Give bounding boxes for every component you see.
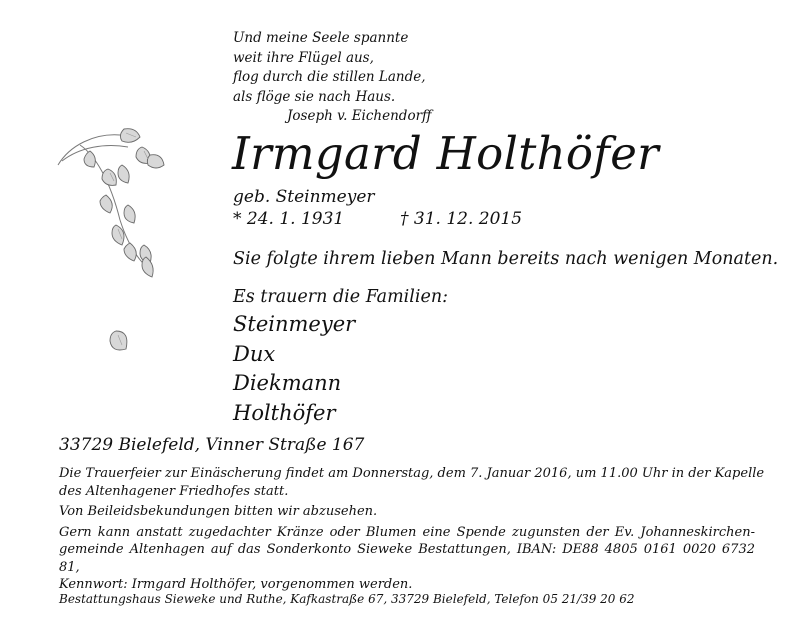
- funeral-home-footer: Bestattungshaus Sieweke und Ruthe, Kafkastraße 67, 33729 Bielefeld, Telefon 05 21/39 20 62: [59, 592, 635, 606]
- birth-date: * 24. 1. 1931: [233, 209, 345, 229]
- funeral-notice-line: Die Trauerfeier zur Einäscherung findet am Donnerstag, dem 7. Januar 2016, um 11.00 Uhr in der Kapelle: [59, 466, 765, 481]
- poem: [233, 29, 432, 127]
- condolence-line: Von Beileidsbekundungen bitten wir abzusehen.: [59, 504, 378, 519]
- families-list: [233, 310, 355, 428]
- donation-line: Gern kann anstatt zugedachter Kränze oder Blumen eine Spende zugunsten der Ev. Johanneskirchen-: [59, 524, 755, 540]
- donation-notice: [59, 524, 759, 594]
- poem-line: Und meine Seele spannte: [233, 30, 409, 46]
- poem-line: als flöge sie nach Haus.: [233, 88, 396, 105]
- family-name: Steinmeyer: [233, 312, 356, 336]
- mourners-intro: Es trauern die Familien:: [233, 287, 448, 307]
- family-name: Dux: [233, 341, 276, 366]
- family-name: Diekmann: [233, 371, 342, 395]
- funeral-notices: [59, 465, 765, 597]
- maiden-name: geb. Steinmeyer: [233, 187, 375, 207]
- donation-line: Kennwort: Irmgard Holthöfer, vorgenommen werden.: [59, 577, 413, 592]
- donation-line: gemeinde Altenhagen auf das Sonderkonto Sieweke Bestattungen, IBAN: DE88 4805 0161 0020 6732 81,: [59, 542, 755, 575]
- memorial-sentence: Sie folgte ihrem lieben Mann bereits nach wenigen Monaten.: [233, 249, 779, 269]
- birch-leaves-icon: [50, 125, 175, 387]
- mourner-address: 33729 Bielefeld, Vinner Straße 167: [59, 435, 365, 455]
- funeral-notice: [59, 465, 765, 500]
- condolence-notice: [59, 503, 759, 521]
- family-name: Holthöfer: [233, 400, 336, 425]
- death-date: † 31. 12. 2015: [400, 209, 523, 229]
- deceased-name: Irmgard Holthöfer: [232, 127, 659, 180]
- poem-line: weit ihre Flügel aus,: [233, 49, 374, 66]
- poem-line: flog durch die stillen Lande,: [233, 69, 426, 85]
- poem-author: Joseph v. Eichendorff: [287, 108, 432, 124]
- funeral-notice-line: des Altenhagener Friedhofes statt.: [59, 483, 289, 499]
